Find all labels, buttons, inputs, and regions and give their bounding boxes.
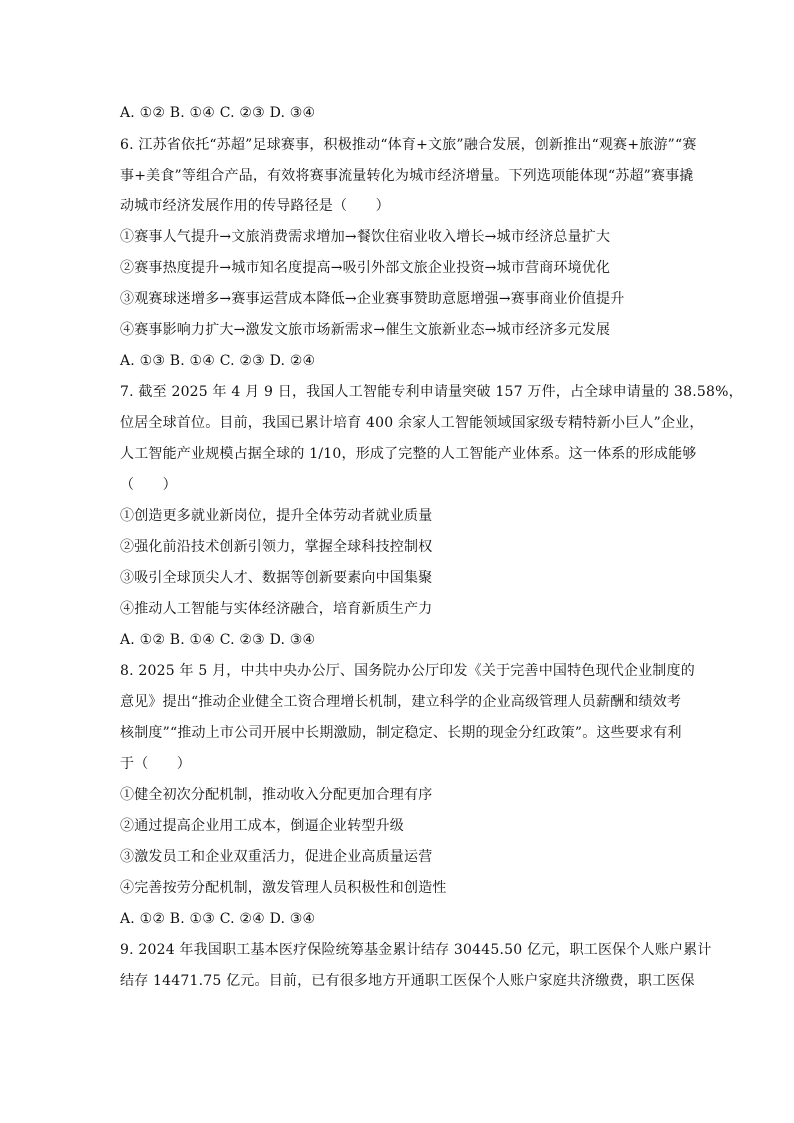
q7-stem-line-2: 位居全球首位。目前，我国已累计培育 400 余家人工智能领域国家级专精特新小巨人”企业， xyxy=(120,415,704,431)
q6-option-2: ②赛事热度提升→城市知名度提高→吸引外部文旅企业投资→城市营商环境优化 xyxy=(120,260,611,276)
q7-option-3: ③吸引全球顶尖人才、数据等创新要素向中国集聚 xyxy=(120,570,433,586)
q8-option-4: ④完善按劳分配机制，激发管理人员积极性和创造性 xyxy=(120,880,447,896)
q8-option-3: ③激发员工和企业双重活力，促进企业高质量运营 xyxy=(120,849,433,865)
q6-option-3: ③观赛球迷增多→赛事运营成本降低→企业赛事赞助意愿增强→赛事商业价值提升 xyxy=(120,291,625,307)
q7-option-4: ④推动人工智能与实体经济融合，培育新质生产力 xyxy=(120,601,433,617)
q7-stem-line-1: 7. 截至 2025 年 4 月 9 日，我国人工智能专利申请量突破 157 万件，占全球申请量的 38.58%， xyxy=(120,384,743,400)
q7-stem-line-4: （ ） xyxy=(120,477,177,493)
q8-stem-line-3: 核制度”“推动上市公司开展中长期激励，制定稳定、长期的现金分红政策”。这些要求有利 xyxy=(120,725,682,741)
q6-option-1: ①赛事人气提升→文旅消费需求增加→餐饮住宿业收入增长→城市经济总量扩大 xyxy=(120,229,611,245)
q6-stem-line-3: 动城市经济发展作用的传导路径是（ ） xyxy=(120,198,390,214)
q8-stem-line-2: 意见》提出“推动企业健全工资合理增长机制，建立科学的企业高级管理人员薪酬和绩效考 xyxy=(120,694,682,710)
q6-answer-options: A. ①③ B. ①④ C. ②③ D. ②④ xyxy=(120,353,316,369)
q5-answer-options: A. ①② B. ①④ C. ②③ D. ③④ xyxy=(120,105,316,121)
q8-option-1: ①健全初次分配机制，推动收入分配更加合理有序 xyxy=(120,787,433,803)
q8-option-2: ②通过提高企业用工成本，倒逼企业转型升级 xyxy=(120,818,404,834)
q8-stem-line-1: 8. 2025 年 5 月，中共中央办公厅、国务院办公厅印发《关于完善中国特色现代企业制度的 xyxy=(120,663,695,679)
q7-answer-options: A. ①② B. ①④ C. ②③ D. ③④ xyxy=(120,632,316,648)
q9-stem-line-1: 9. 2024 年我国职工基本医疗保险统筹基金累计结存 30445.50 亿元，职工医保个人账户累计 xyxy=(120,942,712,958)
q9-stem-line-2: 结存 14471.75 亿元。目前，已有很多地方开通职工医保个人账户家庭共济缴费，职工医保 xyxy=(120,973,695,989)
q8-stem-line-4: 于（ ） xyxy=(120,756,191,772)
q7-option-2: ②强化前沿技术创新引领力，掌握全球科技控制权 xyxy=(120,539,433,555)
q6-stem-line-2: 事+美食”等组合产品，有效将赛事流量转化为城市经济增量。下列选项能体现“苏超”赛事撬 xyxy=(120,168,694,184)
q7-stem-line-3: 人工智能产业规模占据全球的 1/10，形成了完整的人工智能产业体系。这一体系的形成能够 xyxy=(120,446,697,462)
q7-option-1: ①创造更多就业新岗位，提升全体劳动者就业质量 xyxy=(120,508,433,524)
q6-stem-line-1: 6. 江苏省依托“苏超”足球赛事，积极推动“体育+文旅”融合发展，创新推出“观赛+旅游”“赛 xyxy=(120,137,697,153)
q6-option-4: ④赛事影响力扩大→激发文旅市场新需求→催生文旅新业态→城市经济多元发展 xyxy=(120,322,611,338)
q8-answer-options: A. ①② B. ①③ C. ②④ D. ③④ xyxy=(120,911,316,927)
